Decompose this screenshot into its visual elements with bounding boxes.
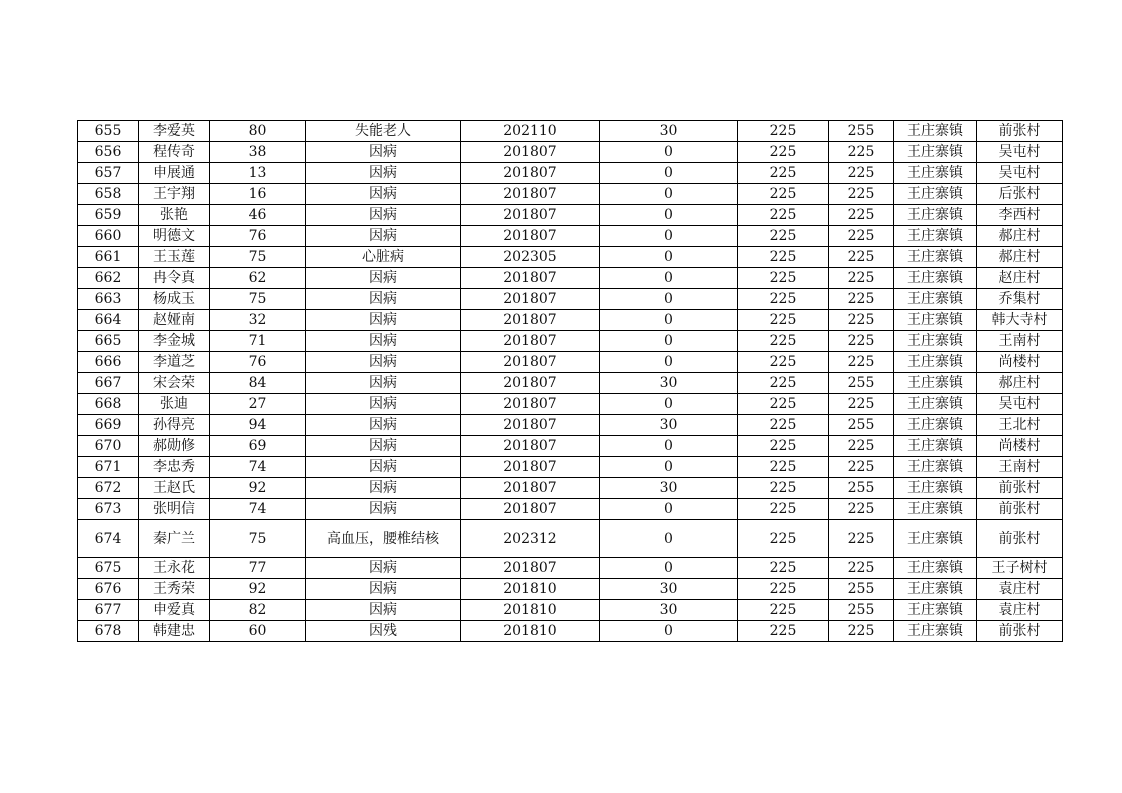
base-amount-cell: 225	[738, 247, 829, 268]
village-cell: 吴屯村	[977, 163, 1063, 184]
extra-amount-cell: 0	[600, 457, 738, 478]
town-cell: 王庄寨镇	[894, 352, 977, 373]
age-cell: 16	[210, 184, 306, 205]
total-amount-cell: 225	[829, 499, 894, 520]
extra-amount-cell: 30	[600, 478, 738, 499]
village-cell: 韩大寺村	[977, 310, 1063, 331]
age-cell: 84	[210, 373, 306, 394]
extra-amount-cell: 0	[600, 394, 738, 415]
extra-amount-cell: 0	[600, 520, 738, 558]
table-row	[78, 499, 1063, 520]
village-cell: 后张村	[977, 184, 1063, 205]
base-amount-cell: 225	[738, 289, 829, 310]
name-cell: 张迪	[139, 394, 210, 415]
table-row	[78, 520, 1063, 558]
reason-cell: 因病	[306, 184, 461, 205]
assistance-roster-table	[77, 120, 1063, 642]
age-cell: 46	[210, 205, 306, 226]
name-cell: 李金城	[139, 331, 210, 352]
start-date-cell: 201810	[461, 621, 600, 642]
base-amount-cell: 225	[738, 184, 829, 205]
village-cell: 乔集村	[977, 289, 1063, 310]
base-amount-cell: 225	[738, 600, 829, 621]
serial-number-cell: 677	[78, 600, 139, 621]
age-cell: 74	[210, 457, 306, 478]
serial-number-cell: 675	[78, 558, 139, 579]
extra-amount-cell: 0	[600, 436, 738, 457]
start-date-cell: 201810	[461, 600, 600, 621]
total-amount-cell: 225	[829, 268, 894, 289]
table-row	[78, 394, 1063, 415]
start-date-cell: 202312	[461, 520, 600, 558]
table-row	[78, 247, 1063, 268]
extra-amount-cell: 30	[600, 600, 738, 621]
extra-amount-cell: 0	[600, 499, 738, 520]
table-row	[78, 457, 1063, 478]
total-amount-cell: 255	[829, 579, 894, 600]
extra-amount-cell: 0	[600, 289, 738, 310]
name-cell: 申展通	[139, 163, 210, 184]
name-cell: 郝勋修	[139, 436, 210, 457]
serial-number-cell: 671	[78, 457, 139, 478]
serial-number-cell: 663	[78, 289, 139, 310]
reason-cell: 因病	[306, 600, 461, 621]
town-cell: 王庄寨镇	[894, 415, 977, 436]
reason-cell: 高血压，腰椎结核	[306, 520, 461, 558]
extra-amount-cell: 0	[600, 163, 738, 184]
base-amount-cell: 225	[738, 499, 829, 520]
village-cell: 前张村	[977, 621, 1063, 642]
table-row	[78, 163, 1063, 184]
reason-cell: 因病	[306, 436, 461, 457]
village-cell: 前张村	[977, 121, 1063, 142]
extra-amount-cell: 0	[600, 621, 738, 642]
town-cell: 王庄寨镇	[894, 499, 977, 520]
town-cell: 王庄寨镇	[894, 457, 977, 478]
total-amount-cell: 255	[829, 478, 894, 499]
reason-cell: 因病	[306, 289, 461, 310]
serial-number-cell: 668	[78, 394, 139, 415]
name-cell: 王玉莲	[139, 247, 210, 268]
age-cell: 94	[210, 415, 306, 436]
age-cell: 74	[210, 499, 306, 520]
age-cell: 13	[210, 163, 306, 184]
village-cell: 吴屯村	[977, 142, 1063, 163]
serial-number-cell: 658	[78, 184, 139, 205]
age-cell: 71	[210, 331, 306, 352]
base-amount-cell: 225	[738, 121, 829, 142]
age-cell: 92	[210, 579, 306, 600]
name-cell: 王秀荣	[139, 579, 210, 600]
town-cell: 王庄寨镇	[894, 142, 977, 163]
name-cell: 秦广兰	[139, 520, 210, 558]
town-cell: 王庄寨镇	[894, 579, 977, 600]
total-amount-cell: 225	[829, 226, 894, 247]
table-row	[78, 558, 1063, 579]
base-amount-cell: 225	[738, 520, 829, 558]
table-row	[78, 289, 1063, 310]
reason-cell: 因病	[306, 579, 461, 600]
town-cell: 王庄寨镇	[894, 310, 977, 331]
town-cell: 王庄寨镇	[894, 331, 977, 352]
age-cell: 75	[210, 247, 306, 268]
name-cell: 李忠秀	[139, 457, 210, 478]
base-amount-cell: 225	[738, 268, 829, 289]
village-cell: 王子树村	[977, 558, 1063, 579]
table-row	[78, 331, 1063, 352]
age-cell: 75	[210, 520, 306, 558]
age-cell: 82	[210, 600, 306, 621]
total-amount-cell: 255	[829, 415, 894, 436]
start-date-cell: 201807	[461, 415, 600, 436]
start-date-cell: 201807	[461, 205, 600, 226]
reason-cell: 因病	[306, 310, 461, 331]
serial-number-cell: 678	[78, 621, 139, 642]
table-row	[78, 373, 1063, 394]
serial-number-cell: 657	[78, 163, 139, 184]
base-amount-cell: 225	[738, 310, 829, 331]
serial-number-cell: 659	[78, 205, 139, 226]
reason-cell: 因病	[306, 373, 461, 394]
town-cell: 王庄寨镇	[894, 600, 977, 621]
village-cell: 袁庄村	[977, 579, 1063, 600]
total-amount-cell: 225	[829, 310, 894, 331]
serial-number-cell: 672	[78, 478, 139, 499]
reason-cell: 因病	[306, 352, 461, 373]
table-row	[78, 310, 1063, 331]
base-amount-cell: 225	[738, 478, 829, 499]
base-amount-cell: 225	[738, 331, 829, 352]
village-cell: 尚楼村	[977, 436, 1063, 457]
table-row	[78, 600, 1063, 621]
village-cell: 王北村	[977, 415, 1063, 436]
name-cell: 宋会荣	[139, 373, 210, 394]
table-row	[78, 205, 1063, 226]
base-amount-cell: 225	[738, 457, 829, 478]
village-cell: 前张村	[977, 478, 1063, 499]
serial-number-cell: 661	[78, 247, 139, 268]
reason-cell: 因病	[306, 457, 461, 478]
base-amount-cell: 225	[738, 436, 829, 457]
start-date-cell: 201807	[461, 310, 600, 331]
total-amount-cell: 225	[829, 184, 894, 205]
total-amount-cell: 225	[829, 352, 894, 373]
age-cell: 76	[210, 226, 306, 247]
name-cell: 李爱英	[139, 121, 210, 142]
reason-cell: 因病	[306, 394, 461, 415]
base-amount-cell: 225	[738, 579, 829, 600]
start-date-cell: 201807	[461, 478, 600, 499]
town-cell: 王庄寨镇	[894, 205, 977, 226]
extra-amount-cell: 30	[600, 579, 738, 600]
base-amount-cell: 225	[738, 373, 829, 394]
town-cell: 王庄寨镇	[894, 121, 977, 142]
start-date-cell: 201807	[461, 163, 600, 184]
reason-cell: 因病	[306, 415, 461, 436]
name-cell: 申爱真	[139, 600, 210, 621]
total-amount-cell: 225	[829, 289, 894, 310]
age-cell: 80	[210, 121, 306, 142]
table-row	[78, 226, 1063, 247]
town-cell: 王庄寨镇	[894, 289, 977, 310]
total-amount-cell: 255	[829, 600, 894, 621]
serial-number-cell: 673	[78, 499, 139, 520]
village-cell: 王南村	[977, 457, 1063, 478]
village-cell: 前张村	[977, 520, 1063, 558]
name-cell: 韩建忠	[139, 621, 210, 642]
table-row	[78, 184, 1063, 205]
name-cell: 杨成玉	[139, 289, 210, 310]
age-cell: 69	[210, 436, 306, 457]
table-row	[78, 268, 1063, 289]
start-date-cell: 201807	[461, 457, 600, 478]
total-amount-cell: 225	[829, 436, 894, 457]
name-cell: 王赵氏	[139, 478, 210, 499]
reason-cell: 因病	[306, 478, 461, 499]
serial-number-cell: 670	[78, 436, 139, 457]
start-date-cell: 201807	[461, 394, 600, 415]
age-cell: 27	[210, 394, 306, 415]
table-row	[78, 621, 1063, 642]
extra-amount-cell: 0	[600, 226, 738, 247]
total-amount-cell: 225	[829, 163, 894, 184]
base-amount-cell: 225	[738, 163, 829, 184]
age-cell: 76	[210, 352, 306, 373]
start-date-cell: 201807	[461, 268, 600, 289]
town-cell: 王庄寨镇	[894, 268, 977, 289]
reason-cell: 因病	[306, 499, 461, 520]
serial-number-cell: 662	[78, 268, 139, 289]
extra-amount-cell: 0	[600, 331, 738, 352]
reason-cell: 因病	[306, 226, 461, 247]
reason-cell: 失能老人	[306, 121, 461, 142]
table-row	[78, 352, 1063, 373]
reason-cell: 因病	[306, 331, 461, 352]
town-cell: 王庄寨镇	[894, 478, 977, 499]
table-row	[78, 121, 1063, 142]
village-cell: 袁庄村	[977, 600, 1063, 621]
total-amount-cell: 225	[829, 142, 894, 163]
reason-cell: 因残	[306, 621, 461, 642]
total-amount-cell: 225	[829, 621, 894, 642]
start-date-cell: 202305	[461, 247, 600, 268]
table-body	[78, 121, 1063, 642]
extra-amount-cell: 0	[600, 184, 738, 205]
reason-cell: 因病	[306, 558, 461, 579]
age-cell: 92	[210, 478, 306, 499]
base-amount-cell: 225	[738, 352, 829, 373]
village-cell: 郝庄村	[977, 247, 1063, 268]
age-cell: 62	[210, 268, 306, 289]
total-amount-cell: 225	[829, 247, 894, 268]
name-cell: 冉令真	[139, 268, 210, 289]
reason-cell: 因病	[306, 142, 461, 163]
table-row	[78, 436, 1063, 457]
reason-cell: 因病	[306, 205, 461, 226]
village-cell: 郝庄村	[977, 373, 1063, 394]
total-amount-cell: 225	[829, 558, 894, 579]
village-cell: 前张村	[977, 499, 1063, 520]
total-amount-cell: 225	[829, 205, 894, 226]
serial-number-cell: 655	[78, 121, 139, 142]
name-cell: 赵娅南	[139, 310, 210, 331]
extra-amount-cell: 30	[600, 373, 738, 394]
base-amount-cell: 225	[738, 394, 829, 415]
village-cell: 尚楼村	[977, 352, 1063, 373]
extra-amount-cell: 30	[600, 415, 738, 436]
start-date-cell: 201807	[461, 352, 600, 373]
serial-number-cell: 660	[78, 226, 139, 247]
base-amount-cell: 225	[738, 205, 829, 226]
serial-number-cell: 676	[78, 579, 139, 600]
village-cell: 李西村	[977, 205, 1063, 226]
start-date-cell: 202110	[461, 121, 600, 142]
village-cell: 王南村	[977, 331, 1063, 352]
town-cell: 王庄寨镇	[894, 163, 977, 184]
total-amount-cell: 255	[829, 121, 894, 142]
reason-cell: 因病	[306, 268, 461, 289]
town-cell: 王庄寨镇	[894, 373, 977, 394]
name-cell: 明德文	[139, 226, 210, 247]
total-amount-cell: 225	[829, 457, 894, 478]
name-cell: 王永花	[139, 558, 210, 579]
total-amount-cell: 225	[829, 520, 894, 558]
base-amount-cell: 225	[738, 621, 829, 642]
start-date-cell: 201807	[461, 226, 600, 247]
start-date-cell: 201810	[461, 579, 600, 600]
start-date-cell: 201807	[461, 331, 600, 352]
table-row	[78, 579, 1063, 600]
name-cell: 张艳	[139, 205, 210, 226]
extra-amount-cell: 0	[600, 142, 738, 163]
base-amount-cell: 225	[738, 415, 829, 436]
extra-amount-cell: 0	[600, 310, 738, 331]
serial-number-cell: 656	[78, 142, 139, 163]
start-date-cell: 201807	[461, 373, 600, 394]
name-cell: 张明信	[139, 499, 210, 520]
town-cell: 王庄寨镇	[894, 226, 977, 247]
total-amount-cell: 225	[829, 331, 894, 352]
table-row	[78, 142, 1063, 163]
base-amount-cell: 225	[738, 142, 829, 163]
name-cell: 孙得亮	[139, 415, 210, 436]
extra-amount-cell: 0	[600, 268, 738, 289]
village-cell: 赵庄村	[977, 268, 1063, 289]
reason-cell: 心脏病	[306, 247, 461, 268]
age-cell: 32	[210, 310, 306, 331]
start-date-cell: 201807	[461, 558, 600, 579]
town-cell: 王庄寨镇	[894, 621, 977, 642]
name-cell: 程传奇	[139, 142, 210, 163]
extra-amount-cell: 0	[600, 558, 738, 579]
serial-number-cell: 665	[78, 331, 139, 352]
town-cell: 王庄寨镇	[894, 436, 977, 457]
total-amount-cell: 225	[829, 394, 894, 415]
town-cell: 王庄寨镇	[894, 247, 977, 268]
table-row	[78, 478, 1063, 499]
village-cell: 吴屯村	[977, 394, 1063, 415]
age-cell: 75	[210, 289, 306, 310]
village-cell: 郝庄村	[977, 226, 1063, 247]
start-date-cell: 201807	[461, 184, 600, 205]
name-cell: 王宇翔	[139, 184, 210, 205]
start-date-cell: 201807	[461, 289, 600, 310]
start-date-cell: 201807	[461, 436, 600, 457]
reason-cell: 因病	[306, 163, 461, 184]
serial-number-cell: 664	[78, 310, 139, 331]
serial-number-cell: 669	[78, 415, 139, 436]
table-row	[78, 415, 1063, 436]
base-amount-cell: 225	[738, 226, 829, 247]
name-cell: 李道芝	[139, 352, 210, 373]
extra-amount-cell: 0	[600, 247, 738, 268]
start-date-cell: 201807	[461, 499, 600, 520]
start-date-cell: 201807	[461, 142, 600, 163]
serial-number-cell: 667	[78, 373, 139, 394]
extra-amount-cell: 0	[600, 205, 738, 226]
town-cell: 王庄寨镇	[894, 558, 977, 579]
age-cell: 77	[210, 558, 306, 579]
age-cell: 38	[210, 142, 306, 163]
serial-number-cell: 666	[78, 352, 139, 373]
town-cell: 王庄寨镇	[894, 394, 977, 415]
extra-amount-cell: 30	[600, 121, 738, 142]
total-amount-cell: 255	[829, 373, 894, 394]
town-cell: 王庄寨镇	[894, 184, 977, 205]
age-cell: 60	[210, 621, 306, 642]
serial-number-cell: 674	[78, 520, 139, 558]
base-amount-cell: 225	[738, 558, 829, 579]
town-cell: 王庄寨镇	[894, 520, 977, 558]
extra-amount-cell: 0	[600, 352, 738, 373]
